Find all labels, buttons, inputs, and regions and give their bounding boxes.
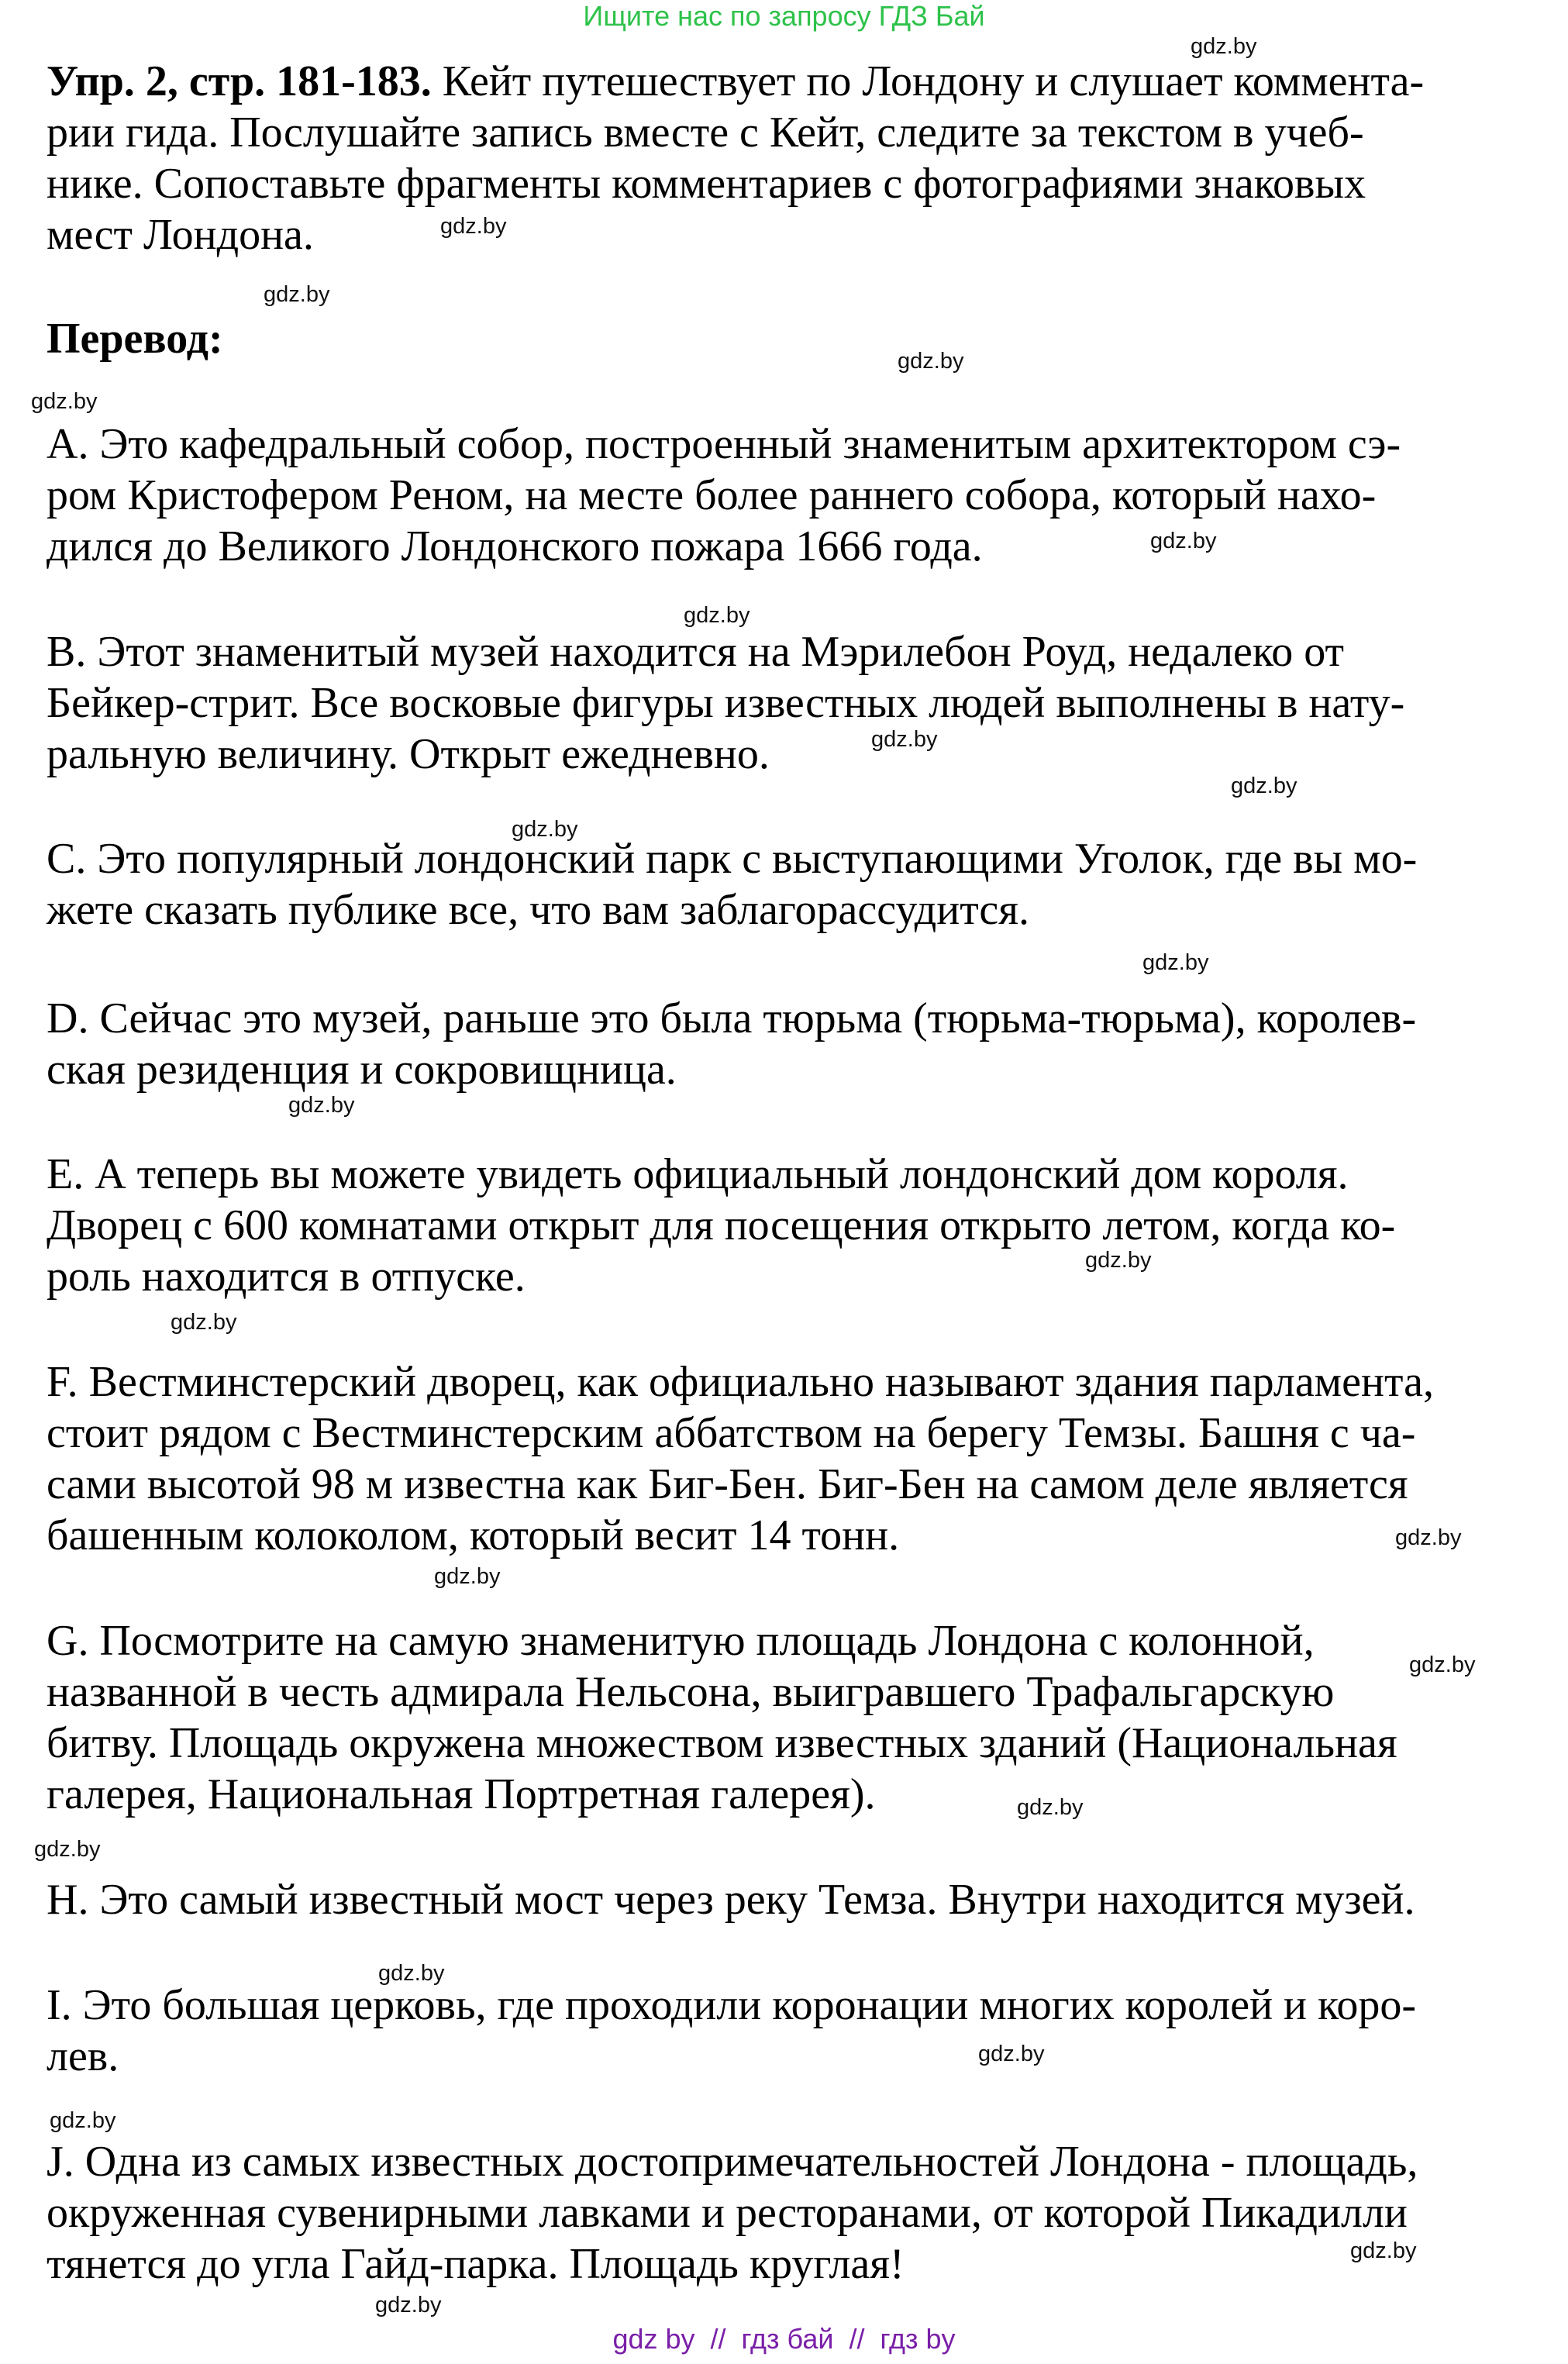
paragraph-e-line: роль находится в отпуске. xyxy=(47,1253,526,1301)
watermark: gdz.by xyxy=(512,817,578,842)
paragraph-d-line: D. Сейчас это музей, раньше это была тюрьма (тюрьма-тюрьма), королев- xyxy=(47,994,1417,1042)
task-line-2: рии гида. Послушайте запись вместе с Кейт, следите за текстом в учеб- xyxy=(47,109,1364,157)
watermark: gdz.by xyxy=(264,282,330,307)
watermark: gdz.by xyxy=(1395,1525,1462,1550)
watermark: gdz.by xyxy=(288,1093,355,1118)
paragraph-i-line: I. Это большая церковь, где проходили коронации многих королей и коро- xyxy=(47,1981,1417,2029)
paragraph-h-line: H. Это самый известный мост через реку Темза. Внутри находится музей. xyxy=(47,1876,1415,1924)
paragraph-e-line: Дворец с 600 комнатами открыт для посещения открыто летом, когда ко- xyxy=(47,1201,1396,1249)
paragraph-i-line: лев. xyxy=(47,2032,119,2080)
watermark: gdz.by xyxy=(1409,1652,1476,1677)
watermark: gdz.by xyxy=(440,214,507,239)
paragraph-f-line: сами высотой 98 м известна как Биг-Бен. Биг-Бен на самом деле является xyxy=(47,1460,1408,1508)
paragraph-b-line: B. Этот знаменитый музей находится на Мэрилебон Роуд, недалеко от xyxy=(47,628,1345,676)
paragraph-a-line: A. Это кафедральный собор, построенный знаменитым архитектором сэ- xyxy=(47,420,1401,468)
paragraph-e-line: E. А теперь вы можете увидеть официальный лондонский дом короля. xyxy=(47,1150,1349,1198)
watermark: gdz.by xyxy=(1231,774,1297,798)
watermark: gdz.by xyxy=(1085,1248,1152,1273)
task-line-4: мест Лондона. xyxy=(47,211,314,259)
paragraph-a-line: дился до Великого Лондонского пожара 1666 года. xyxy=(47,522,983,570)
watermark: gdz.by xyxy=(1150,529,1217,553)
paragraph-f-line: F. Вестминстерский дворец, как официально называют здания парламента, xyxy=(47,1358,1434,1406)
paragraph-a-line: ром Кристофером Реном, на месте более раннего собора, который нахо- xyxy=(47,471,1377,519)
paragraph-f-line: башенным колоколом, который весит 14 тонн. xyxy=(47,1511,900,1559)
paragraph-g-line: битву. Площадь окружена множеством известных зданий (Национальная xyxy=(47,1719,1397,1767)
watermark: gdz.by xyxy=(1017,1795,1084,1820)
watermark: gdz.by xyxy=(898,349,964,374)
watermark: gdz.by xyxy=(434,1564,501,1589)
task-line-3: нике. Сопоставьте фрагменты комментариев с фотографиями знаковых xyxy=(47,160,1366,208)
footer-links[interactable]: gdz by // гдз бай // гдз by xyxy=(612,2323,956,2355)
watermark: gdz.by xyxy=(1142,950,1209,975)
paragraph-j-line: окруженная сувенирными лавками и ресторанами, от которой Пикадилли xyxy=(47,2189,1408,2237)
paragraph-c-line: C. Это популярный лондонский парк с выступающими Уголок, где вы мо- xyxy=(47,835,1418,883)
task-line-1 xyxy=(47,56,1424,107)
paragraph-g-line: G. Посмотрите на самую знаменитую площадь Лондона с колонной, xyxy=(47,1617,1315,1665)
paragraph-g-line: галерея, Национальная Портретная галерея). xyxy=(47,1770,876,1818)
watermark: gdz.by xyxy=(978,2042,1045,2066)
translation-heading: Перевод: xyxy=(47,315,223,363)
paragraph-b-line: Бейкер-стрит. Все восковые фигуры известных людей выполнены в нату- xyxy=(47,679,1405,727)
search-banner[interactable]: Ищите нас по запросу ГДЗ Бай xyxy=(583,0,985,32)
watermark: gdz.by xyxy=(34,1837,101,1862)
watermark: gdz.by xyxy=(31,389,98,414)
paragraph-j-line: J. Одна из самых известных достопримечательностей Лондона - площадь, xyxy=(47,2138,1418,2186)
watermark: gdz.by xyxy=(375,2293,442,2317)
paragraph-d-line: ская резиденция и сокровищница. xyxy=(47,1046,677,1094)
watermark: gdz.by xyxy=(1350,2238,1417,2263)
watermark: gdz.by xyxy=(171,1310,237,1335)
watermark: gdz.by xyxy=(871,727,938,752)
watermark: gdz.by xyxy=(378,1961,445,1986)
task-label: Упр. 2, стр. 181-183. xyxy=(47,57,432,105)
watermark: gdz.by xyxy=(50,2108,116,2133)
paragraph-b-line: ральную величину. Открыт ежедневно. xyxy=(47,730,770,778)
paragraph-g-line: названной в честь адмирала Нельсона, выигравшего Трафальгарскую xyxy=(47,1668,1335,1716)
task-text: Кейт путешествует по Лондону и слушает коммента- xyxy=(431,57,1425,105)
paragraph-f-line: стоит рядом с Вестминстерским аббатством на берегу Темзы. Башня с ча- xyxy=(47,1409,1416,1457)
watermark: gdz.by xyxy=(1191,34,1257,59)
paragraph-j-line: тянется до угла Гайд-парка. Площадь круглая! xyxy=(47,2240,905,2288)
watermark: gdz.by xyxy=(684,603,750,628)
paragraph-c-line: жете сказать публике все, что вам заблагорассудится. xyxy=(47,886,1030,934)
